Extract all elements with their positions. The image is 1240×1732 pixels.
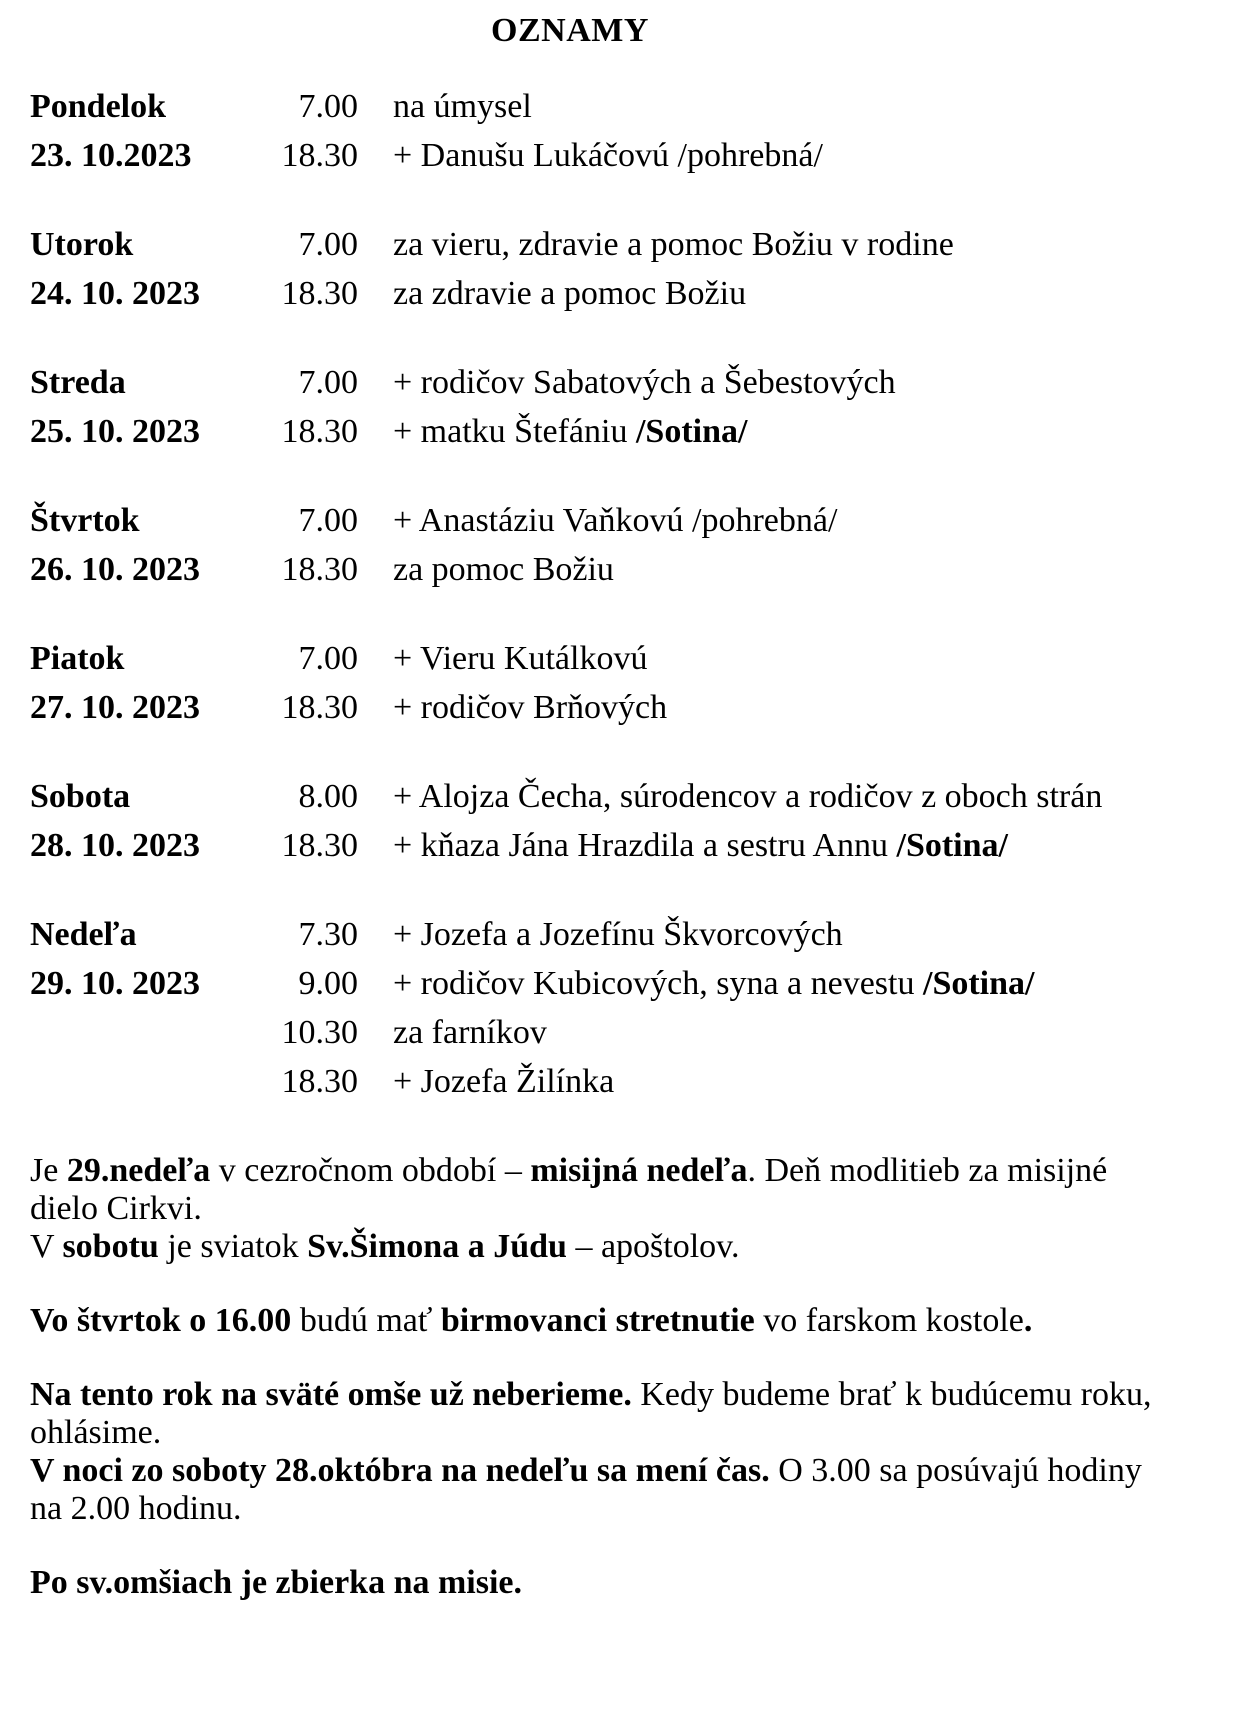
mass-intention [393, 269, 1210, 318]
mass-row [30, 910, 1210, 959]
text-run: + Anastáziu Vaňkovú /pohrebná/ [393, 502, 838, 539]
text-run: O 3.00 sa posúvajú hodiny na 2.00 hodinu. [30, 1452, 1142, 1527]
text-run: + kňaza Jána Hrazdila a sestru Annu [393, 827, 897, 864]
text-run: + rodičov Kubicových, syna a nevestu [393, 965, 923, 1002]
mass-intention [393, 683, 1210, 732]
announcement-paragraph [30, 1302, 1170, 1340]
mass-intention [393, 545, 1210, 594]
day-name: Utorok [30, 226, 134, 263]
text-run: + rodičov Brňových [393, 689, 668, 726]
announcement-paragraph [30, 1376, 1170, 1452]
mass-time: 18.30 [281, 689, 358, 726]
bold-text: /Sotina/ [896, 827, 1008, 864]
bold-text: misijná nedeľa [530, 1152, 748, 1189]
text-run: + rodičov Sabatových a Šebestových [393, 364, 896, 401]
mass-row [30, 82, 1210, 131]
text-run: – apoštolov. [566, 1228, 740, 1265]
text-run: v cezročnom období – [210, 1152, 531, 1189]
day-name: Štvrtok [30, 502, 140, 539]
day-block [30, 220, 1210, 318]
mass-row [30, 496, 1210, 545]
text-run: + Vieru Kutálkovú [393, 640, 648, 677]
spacer [30, 1340, 1170, 1376]
mass-time: 18.30 [281, 827, 358, 864]
mass-row [30, 634, 1210, 683]
day-date: 25. 10. 2023 [30, 413, 200, 450]
text-run: + matku Štefániu [393, 413, 636, 450]
day-name: Piatok [30, 640, 125, 677]
bold-text: birmovanci stretnutie [440, 1302, 755, 1339]
page-title: OZNAMY [491, 12, 649, 49]
text-run: budú mať [291, 1302, 441, 1339]
text-run: za vieru, zdravie a pomoc Božiu v rodine [393, 226, 954, 263]
text-run: + Jozefa a Jozefínu Škvorcových [393, 916, 843, 953]
announcement-paragraph [30, 1452, 1170, 1528]
mass-row [30, 545, 1210, 594]
mass-intention [393, 772, 1210, 821]
mass-row [30, 772, 1210, 821]
mass-row [30, 131, 1210, 180]
text-run: . Deň modlitieb za misijné dielo Cirkvi. [30, 1152, 1108, 1227]
day-block [30, 772, 1210, 870]
mass-intention [393, 1057, 1210, 1106]
mass-time: 7.00 [298, 226, 358, 263]
mass-time: 18.30 [281, 275, 358, 312]
day-name: Pondelok [30, 88, 167, 125]
day-date: 23. 10.2023 [30, 137, 192, 174]
day-name: Streda [30, 364, 126, 401]
bold-text: /Sotina/ [635, 413, 748, 450]
day-name: Nedeľa [30, 916, 137, 953]
mass-time: 10.30 [281, 1014, 358, 1051]
mass-intention [393, 131, 1210, 180]
text-run: + Jozefa Žilínka [393, 1063, 615, 1100]
mass-time: 7.30 [298, 916, 358, 953]
mass-time: 7.00 [298, 502, 358, 539]
mass-time: 7.00 [298, 364, 358, 401]
text-run: je sviatok [158, 1228, 308, 1265]
day-date: 27. 10. 2023 [30, 689, 200, 726]
mass-row [30, 821, 1210, 870]
mass-row [30, 1057, 1210, 1106]
announcement-paragraph [30, 1152, 1170, 1228]
mass-intention [393, 1008, 1210, 1057]
mass-row [30, 1008, 1210, 1057]
bold-text: /Sotina/ [923, 965, 1035, 1002]
mass-intention [393, 821, 1210, 870]
day-block [30, 82, 1210, 180]
mass-intention [393, 959, 1210, 1008]
mass-time: 18.30 [281, 551, 358, 588]
text-run: za farníkov [393, 1014, 547, 1051]
mass-schedule [30, 82, 1210, 1146]
mass-time: 7.00 [298, 88, 358, 125]
day-block [30, 634, 1210, 732]
day-name: Sobota [30, 778, 131, 815]
mass-row [30, 683, 1210, 732]
mass-row [30, 959, 1210, 1008]
mass-row [30, 358, 1210, 407]
spacer [30, 1266, 1170, 1302]
bold-text: Na tento rok na sväté omše už neberieme. [30, 1376, 632, 1413]
day-block [30, 910, 1210, 1106]
announcement-paragraph [30, 1228, 1170, 1266]
bold-text: Po sv.omšiach je zbierka na misie. [30, 1564, 523, 1601]
mass-intention [393, 496, 1210, 545]
text-run: na úmysel [393, 88, 532, 125]
day-date: 29. 10. 2023 [30, 965, 200, 1002]
mass-intention [393, 358, 1210, 407]
text-run: + Danušu Lukáčovú /pohrebná/ [393, 137, 823, 174]
day-date: 28. 10. 2023 [30, 827, 200, 864]
mass-intention [393, 407, 1210, 456]
mass-intention [393, 634, 1210, 683]
mass-time: 18.30 [281, 1063, 358, 1100]
mass-time: 18.30 [281, 413, 358, 450]
bold-text: V noci zo soboty 28.októbra na nedeľu sa mení čas. [30, 1452, 770, 1489]
mass-intention [393, 910, 1210, 959]
mass-row [30, 220, 1210, 269]
mass-time: 18.30 [281, 137, 358, 174]
mass-row [30, 269, 1210, 318]
announcement-paragraph [30, 1564, 1170, 1602]
text-run: + Alojza Čecha, súrodencov a rodičov z oboch strán [393, 778, 1103, 815]
mass-time: 7.00 [298, 640, 358, 677]
bold-text: . [1023, 1302, 1033, 1339]
day-date: 26. 10. 2023 [30, 551, 200, 588]
mass-intention [393, 82, 1210, 131]
mass-time: 8.00 [298, 778, 358, 815]
bold-text: 29.nedeľa [66, 1152, 211, 1189]
day-block [30, 496, 1210, 594]
day-block [30, 358, 1210, 456]
text-run: za zdravie a pomoc Božiu [393, 275, 747, 312]
announcements [30, 1152, 1170, 1602]
text-run: za pomoc Božiu [393, 551, 614, 588]
bold-text: Sv.Šimona a Júdu [307, 1228, 567, 1265]
spacer [30, 1528, 1170, 1564]
mass-intention [393, 220, 1210, 269]
text-run: V [30, 1228, 63, 1265]
mass-time: 9.00 [298, 965, 358, 1002]
bold-text: sobotu [62, 1228, 159, 1265]
text-run: vo farskom kostole [754, 1302, 1024, 1339]
day-date: 24. 10. 2023 [30, 275, 200, 312]
mass-row [30, 407, 1210, 456]
text-run: Kedy budeme brať k budúcemu roku, ohlásime. [30, 1376, 1152, 1451]
text-run: Je [30, 1152, 67, 1189]
bold-text: Vo štvrtok o 16.00 [30, 1302, 292, 1339]
